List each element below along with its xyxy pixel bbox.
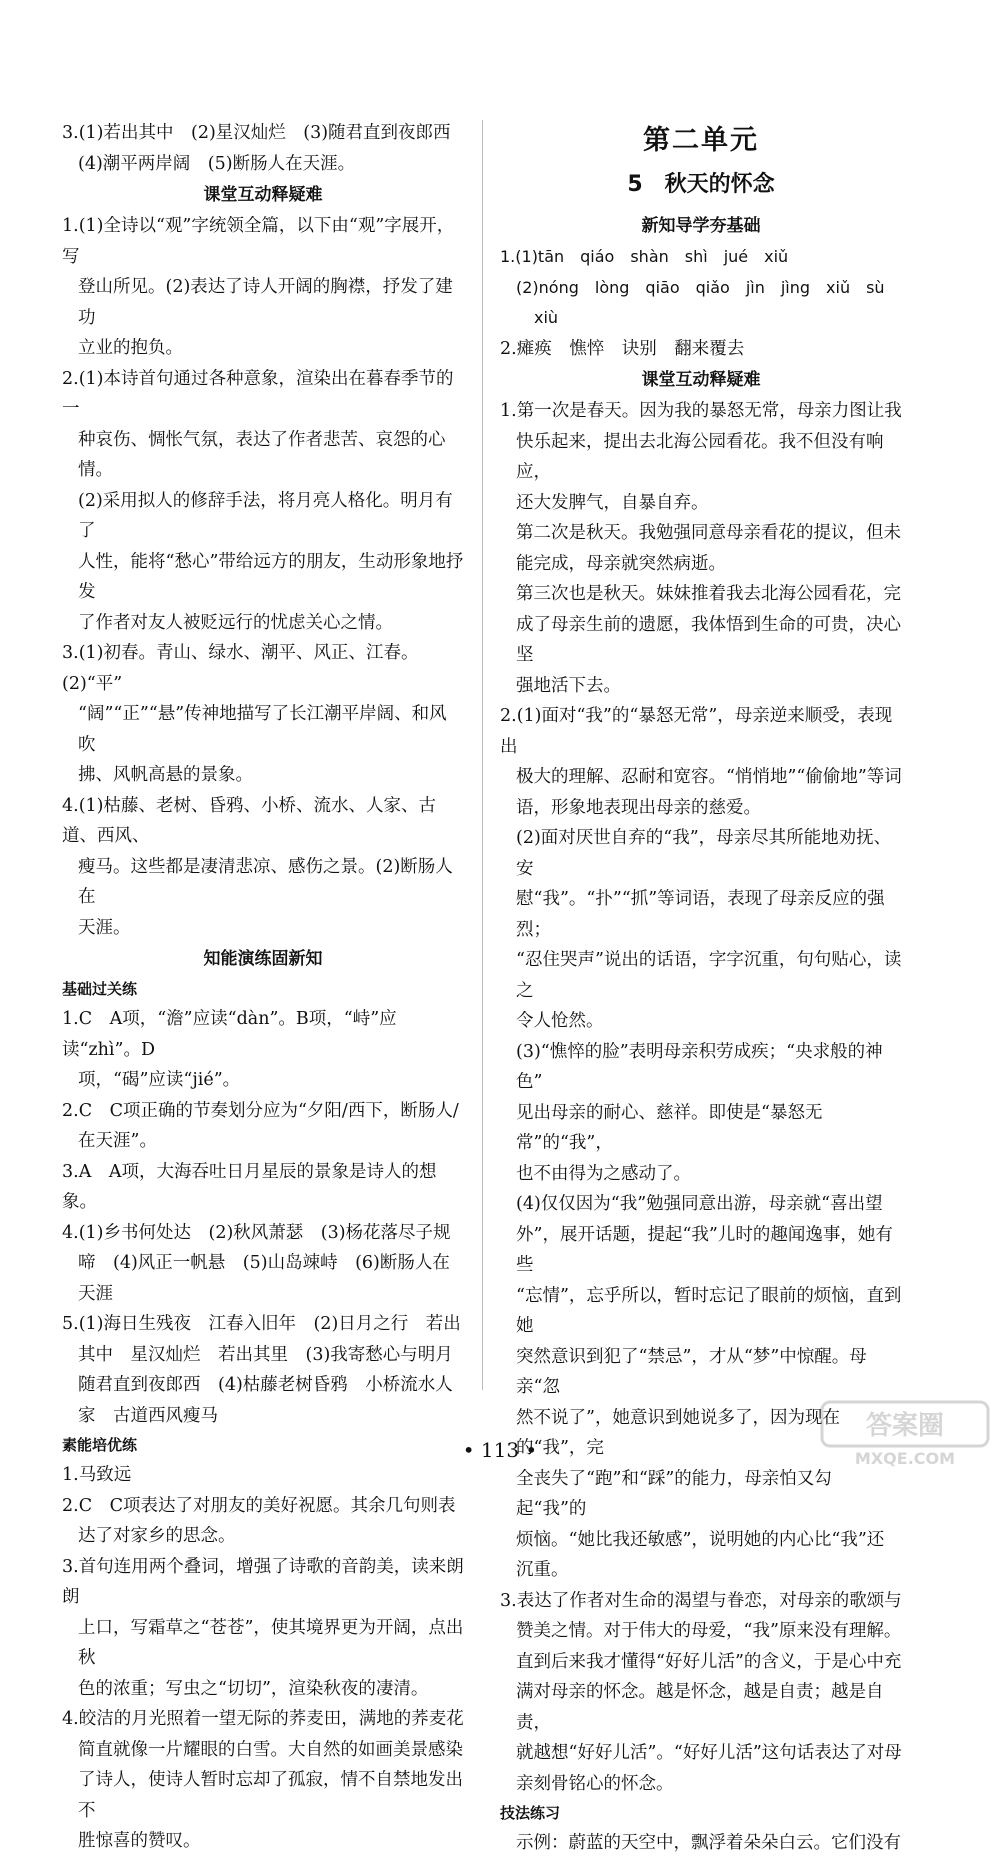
answer-line: “阔”“正”“悬”传神地描写了长江潮平岸阔、和风吹 <box>78 704 447 755</box>
answer-line: 3.(1)若出其中 (2)星汉灿烂 (3)随君直到夜郎西 <box>62 123 451 143</box>
answer-line: 色的浓重；写虫之“切切”，渲染秋夜的凄清。 <box>78 1678 429 1699</box>
answer-line: 令人怆然。 <box>516 1011 604 1031</box>
answer-line: (3)“憔悴的脸”表明母亲积劳成疾；“央求般的神色” <box>516 1041 883 1092</box>
answer-line: 3.A A项，大海吞吐日月星辰的景象是诗人的想象。 <box>62 1161 437 1212</box>
page-number: • 113 • <box>462 1438 538 1462</box>
answer-line: 4.(1)枯藤、老树、昏鸦、小桥、流水、人家、古道、西风、 <box>62 795 436 846</box>
answer-line: 项，“碣”应读“jié”。 <box>78 1070 241 1090</box>
answer-line: 拂、风帆高悬的景象。 <box>78 765 253 785</box>
answer-line: 3.首句连用两个叠词，增强了诗歌的音韵美，读来朗朗 <box>62 1556 464 1607</box>
answer-line: 了作者对友人被贬远行的忧虑关心之情。 <box>78 612 393 633</box>
pinyin-line: 1.(1)tān qiáo shàn shì jué xiǔ <box>500 247 789 266</box>
answer-line: 达了对家乡的思念。 <box>78 1526 236 1546</box>
answer-line: 3.表达了作者对生命的渴望与眷恋，对母亲的歌颂与 <box>500 1590 902 1611</box>
answer-line: 家 古道西风瘦马 <box>78 1405 218 1426</box>
section-heading: 课堂互动释疑难 <box>641 370 761 390</box>
subsection-heading: 素能培优练 <box>62 1436 138 1454</box>
answer-line: 亲刻骨铭心的怀念。 <box>516 1773 674 1794</box>
answer-line: 赞美之情。对于伟大的母爱，“我”原来没有理解。 <box>516 1621 902 1641</box>
answer-line: 2.C C项正确的节奏划分应为“夕阳/西下，断肠人/ <box>62 1100 459 1121</box>
pinyin-line: (2)nóng lòng qiāo qiǎo jìn jìng xiǔ sù <box>516 277 885 297</box>
answer-line: 4.(1)乡书何处达 (2)秋风萧瑟 (3)杨花落尽子规 <box>62 1222 451 1243</box>
answer-line: 瘦马。这些都是凄清悲凉、感伤之景。(2)断肠人在 <box>78 856 453 907</box>
answer-line: 3.(1)初春。青山、绿水、潮平、风正、江春。(2)“平” <box>62 643 419 694</box>
answer-line: 见出母亲的耐心、慈祥。即使是“暴怒无常”的“我”， <box>516 1102 823 1153</box>
answer-line: 成了母亲生前的遗愿，我体悟到生命的可贵，决心坚 <box>516 614 901 665</box>
answer-line: 2.C C项表达了对朋友的美好祝愿。其余几句则表 <box>62 1495 456 1516</box>
answer-line: 还大发脾气，自暴自弃。 <box>516 492 709 513</box>
pinyin-line: xiù <box>534 308 559 327</box>
answer-line: 种哀伤、惆怅气氛，表达了作者悲苦、哀怨的心情。 <box>78 429 446 480</box>
answer-line: 随君直到夜郎西 (4)枯藤老树昏鸦 小桥流水人 <box>78 1375 453 1395</box>
column-divider <box>482 120 483 1390</box>
answer-line: 5.(1)海日生残夜 江春入旧年 (2)日月之行 若出 <box>62 1314 461 1334</box>
answer-line: 极大的理解、忍耐和宽容。“悄悄地”“偷偷地”等词 <box>516 767 902 787</box>
answer-line: 4.皎洁的月光照着一望无际的荞麦田，满地的荞麦花 <box>62 1709 464 1729</box>
answer-line: 啼 (4)风正一帆悬 (5)山岛竦峙 (6)断肠人在 <box>78 1253 450 1273</box>
answer-line: 第三次也是秋天。妹妹推着我去北海公园看花，完 <box>516 584 901 604</box>
section-heading: 课堂互动释疑难 <box>203 185 323 205</box>
answer-line: 简直就像一片耀眼的白雪。大自然的如画美景感染 <box>78 1739 463 1760</box>
answer-line: 2.(1)面对“我”的“暴怒无常”，母亲逆来顺受，表现出 <box>500 706 893 757</box>
subsection-heading: 技法练习 <box>500 1804 561 1822</box>
answer-line: 强地活下去。 <box>516 675 621 696</box>
answer-line: 直到后来我才懂得“好好儿活”的含义，于是心中充 <box>516 1651 902 1672</box>
right-column <box>500 118 902 1859</box>
answer-line: 突然意识到犯了“禁忌”，才从“梦”中惊醒。母亲“忽 <box>516 1346 867 1397</box>
answer-line: 在天涯”。 <box>78 1131 157 1151</box>
answer-line: 第二次是秋天。我勉强同意母亲看花的提议，但未 <box>516 523 901 543</box>
answer-line: 人性，能将“愁心”带给远方的朋友，生动形象地抒发 <box>78 551 464 602</box>
answer-line: 了诗人，使诗人暂时忘却了孤寂，情不自禁地发出不 <box>78 1770 463 1821</box>
answer-line: 慰“我”。“扑”“抓”等词语，表现了母亲反应的强烈； <box>516 889 885 940</box>
answer-line: 外”，展开话题，提起“我”儿时的趣闻逸事，她有些 <box>516 1224 893 1275</box>
watermark-text: 答案圈 <box>865 1411 945 1441</box>
section-heading: 知能演练固新知 <box>203 949 323 969</box>
answer-line: 登山所见。(2)表达了诗人开阔的胸襟，抒发了建功 <box>78 277 453 328</box>
answer-line: 烦恼。“她比我还敏感”，说明她的内心比“我”还 <box>516 1529 885 1550</box>
answer-line: 就越想“好好儿活”。“好好儿活”这句话表达了对母 <box>516 1743 902 1763</box>
answer-line: (4)仅仅因为“我”勉强同意出游，母亲就“喜出望 <box>516 1194 883 1214</box>
answer-line: (4)潮平两岸阔 (5)断肠人在天涯。 <box>78 153 356 174</box>
answer-line: 天涯 <box>78 1283 113 1304</box>
left-column <box>62 118 464 1857</box>
answer-line: “忍住哭声”说出的话语，字字沉重，句句贴心，读之 <box>516 950 902 1001</box>
unit-title: 第二单元 <box>643 125 759 156</box>
answer-line: 立业的抱负。 <box>78 338 183 358</box>
section-heading: 新知导学夯基础 <box>641 216 761 236</box>
answer-line: 上口，写霜草之“苍苍”，使其境界更为开阔，点出秋 <box>78 1617 464 1668</box>
answer-line: 2.(1)本诗首句通过各种意象，渲染出在暮春季节的一 <box>62 368 454 419</box>
answer-line: (2)面对厌世自弃的“我”，母亲尽其所能地劝抚、安 <box>516 828 892 879</box>
answer-line: 2.瘫痪 憔悴 诀别 翻来覆去 <box>500 338 745 359</box>
answer-line: (2)采用拟人的修辞手法，将月亮人格化。明月有了 <box>78 490 453 541</box>
answer-line: 快乐起来，提出去北海公园看花。我不但没有响应， <box>516 431 884 482</box>
answer-line: 也不由得为之感动了。 <box>516 1163 691 1184</box>
answer-line: 1.C A项，“澹”应读“dàn”。B项，“峙”应读“zhì”。D <box>62 1009 397 1060</box>
answer-line: 天涯。 <box>78 917 131 938</box>
answer-line: 能完成，母亲就突然病逝。 <box>516 553 726 574</box>
answer-line: 示例：蔚蓝的天空中，飘浮着朵朵白云。它们没有 <box>516 1833 901 1853</box>
answer-line: 语，形象地表现出母亲的慈爱。 <box>516 797 761 818</box>
answer-line: 其中 星汉灿烂 若出其里 (3)我寄愁心与明月 <box>78 1344 453 1365</box>
answer-line: 全丧失了“跑”和“踩”的能力，母亲怕又勾起“我”的 <box>516 1468 832 1519</box>
answer-line: “忘情”，忘乎所以，暂时忘记了眼前的烦恼，直到她 <box>516 1285 902 1336</box>
answer-line: 然不说了”，她意识到她说多了，因为现在的“我”，完 <box>516 1407 840 1458</box>
answer-line: 胜惊喜的赞叹。 <box>78 1831 201 1851</box>
answer-line: 沉重。 <box>516 1560 569 1580</box>
answer-line: 满对母亲的怀念。越是怀念，越是自责；越是自责， <box>516 1682 884 1733</box>
watermark-logo <box>820 1398 990 1468</box>
answer-line: 1.(1)全诗以“观”字统领全篇，以下由“观”字展开，写 <box>62 216 455 267</box>
answer-line: 1.第一次是春天。因为我的暴怒无常，母亲力图让我 <box>500 401 902 421</box>
subsection-heading: 基础过关练 <box>62 980 138 998</box>
lesson-title: 5 秋天的怀念 <box>627 172 775 197</box>
watermark-url: MXQE.COM <box>854 1449 956 1468</box>
answer-line: 1.马致远 <box>62 1465 132 1485</box>
